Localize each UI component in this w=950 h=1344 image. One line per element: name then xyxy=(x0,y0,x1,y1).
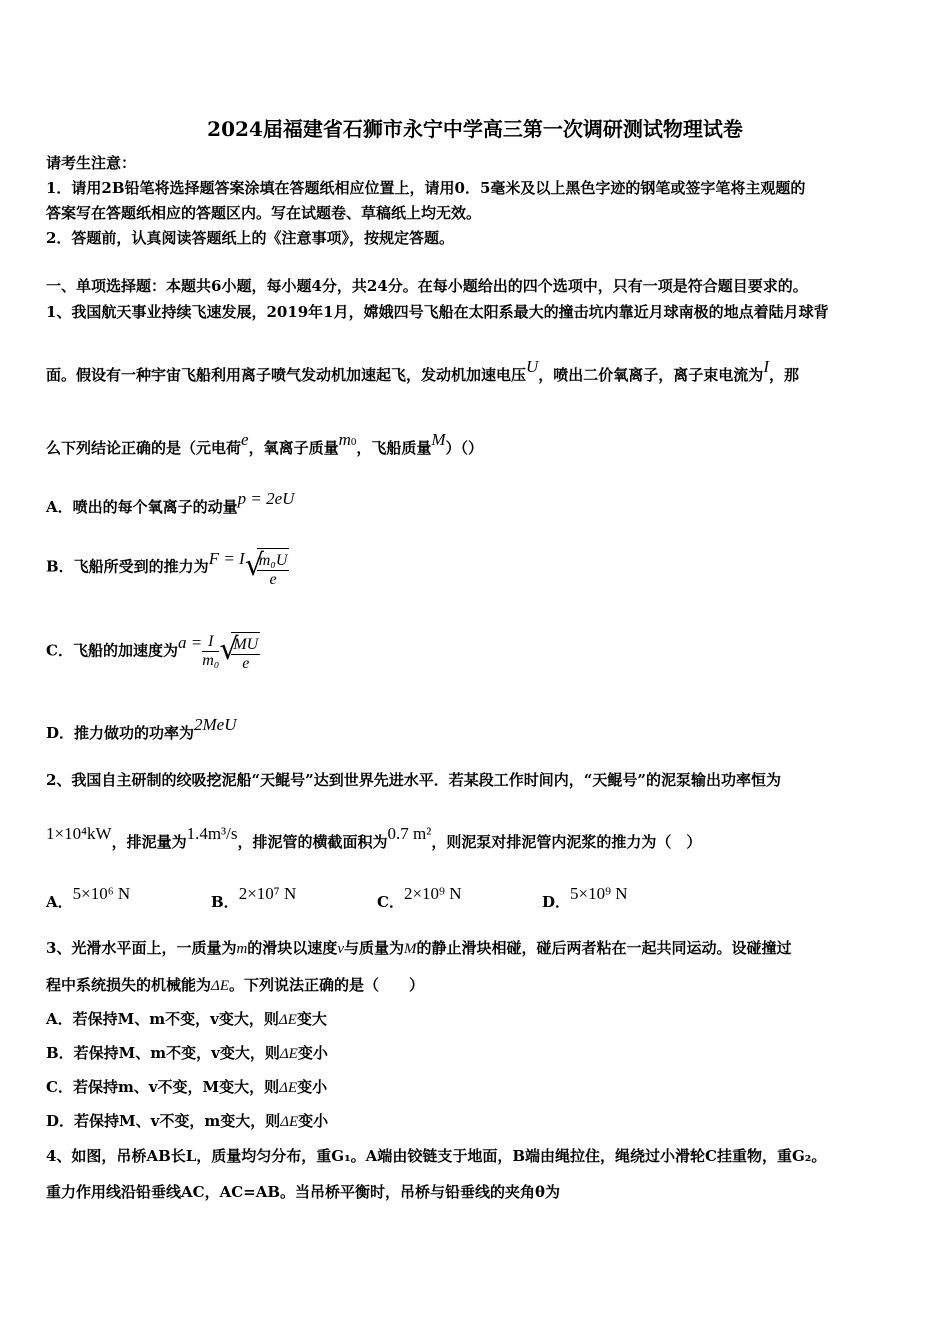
q1-ion-mass-symbol: m0 xyxy=(338,430,357,449)
q2-option-d[interactable]: D．5×10⁹ N xyxy=(542,884,628,911)
q1-option-b-sqrt: √ $\frac{\text{m₀U}}{e}$ xyxy=(244,548,288,588)
q1-option-c[interactable]: C．飞船的加速度为a = $\frac{I}{\text{m₀}}$ √ $\frac{MU}{e}$ xyxy=(46,632,259,672)
q2-line-1: 2、我国自主研制的绞吸挖泥船“天鲲号”达到世界先进水平．若某段工作时间内，“天鲲号”的泥泵输出功率恒为 xyxy=(46,771,781,789)
q1-line-2 xyxy=(46,357,799,385)
q1-text: ，氧离子质量 xyxy=(248,439,339,457)
q1-option-d-formula: 2MeU xyxy=(194,715,237,734)
q3-line-2: 程中系统损失的机械能为ΔE。下列说法正确的是（ ） xyxy=(46,976,424,994)
section-1-heading: 一、单项选择题：本题共6小题，每小题4分，共24分。在每小题给出的四个选项中，只有一项是符合题目要求的。 xyxy=(46,277,808,295)
page-title: 2024届福建省石狮市永宁中学高三第一次调研测试物理试卷 xyxy=(207,117,743,141)
notice-line-1: 1．请用2B铅笔将选择题答案涂填在答题纸相应位置上，请用0．5毫米及以上黑色字迹的钢笔或签字笔将主观题的 xyxy=(46,179,806,197)
q1-option-b-lhs: F = I xyxy=(208,548,245,568)
q1-current-symbol: I xyxy=(763,357,769,376)
q1-voltage-symbol: U xyxy=(526,357,539,376)
q2-option-b[interactable]: B．2×10⁷ N xyxy=(211,884,297,911)
q1-text: ，喷出二价氧离子，离子束电流为 xyxy=(538,366,764,384)
q2-power-value: 1×10⁴kW xyxy=(46,824,112,843)
notice-line-3: 2．答题前，认真阅读答题纸上的《注意事项》，按规定答题。 xyxy=(46,229,454,247)
q1-line-3 xyxy=(46,430,484,460)
q1-option-b[interactable]: B．飞船所受到的推力为F = I √ $\frac{\text{m₀U}}{e}$ xyxy=(46,548,288,588)
q1-option-c-fraction: $\frac{I}{\text{m₀}}$ xyxy=(202,633,220,669)
q4-line-2: 重力作用线沿铅垂线AC，AC=AB。当吊桥平衡时，吊桥与铅垂线的夹角θ为 xyxy=(46,1183,561,1201)
q1-line-1: 1、我国航天事业持续飞速发展，2019年1月，嫦娥四号飞船在太阳系最大的撞击坑内靠近月球南极的地点着陆月球背 xyxy=(46,303,829,321)
q1-option-a-formula: p = 2eU xyxy=(237,489,295,508)
notice-heading: 请考生注意： xyxy=(46,154,137,172)
q2-option-a[interactable]: A．5×10⁶ N xyxy=(46,884,131,911)
q3-option-a[interactable]: A．若保持M、m不变，v变大，则ΔE变大 xyxy=(46,1010,327,1028)
q3-option-b[interactable]: B．若保持M、m不变，v变大，则ΔE变小 xyxy=(46,1044,328,1062)
notice-line-2: 答案写在答题纸相应的答题区内。写在试题卷、草稿纸上均无效。 xyxy=(46,204,482,222)
q2-option-c[interactable]: C．2×10⁹ N xyxy=(377,884,462,911)
q1-text: ，飞船质量 xyxy=(356,439,432,457)
q1-option-d[interactable]: D．推力做功的功率为2MeU xyxy=(46,715,237,742)
q1-option-c-lhs: a = xyxy=(177,632,203,652)
q1-charge-symbol: e xyxy=(241,430,249,449)
q1-text: ）（） xyxy=(445,439,484,457)
q1-ship-mass-symbol: M xyxy=(431,430,446,449)
q1-option-c-sqrt: √ $\frac{MU}{e}$ xyxy=(219,632,259,672)
q1-text: 面。假设有一种宇宙飞船利用离子喷气发动机加速起飞，发动机加速电压 xyxy=(46,366,527,384)
q3-option-c[interactable]: C．若保持m、v不变，M变大，则ΔE变小 xyxy=(46,1078,328,1096)
q3-line-1: 3、光滑水平面上，一质量为m的滑块以速度v与质量为M的静止滑块相碰，碰后两者粘在一起共同运动。设碰撞过 xyxy=(46,939,792,957)
q1-option-a[interactable]: A．喷出的每个氧离子的动量p = 2eU xyxy=(46,489,295,516)
q3-option-d[interactable]: D．若保持M、v不变，m变大，则ΔE变小 xyxy=(46,1112,329,1130)
q1-text: ，那 xyxy=(768,366,799,384)
q4-line-1: 4、如图，吊桥AB长L，质量均匀分布，重G₁。A端由铰链支于地面，B端由绳拉住，绳绕过小滑轮C挂重物，重G₂。 xyxy=(46,1147,827,1165)
q1-text: 么下列结论正确的是（元电荷 xyxy=(46,439,242,457)
q2-flow-value: 1.4m³/s xyxy=(186,824,238,843)
q2-area-value: 0.7 m² xyxy=(387,824,432,843)
q2-line-2: 1×10⁴kW，排泥量为1.4m³/s，排泥管的横截面积为0.7 m²，则泥泵对排泥管内泥浆的推力为（ ） xyxy=(46,824,702,851)
